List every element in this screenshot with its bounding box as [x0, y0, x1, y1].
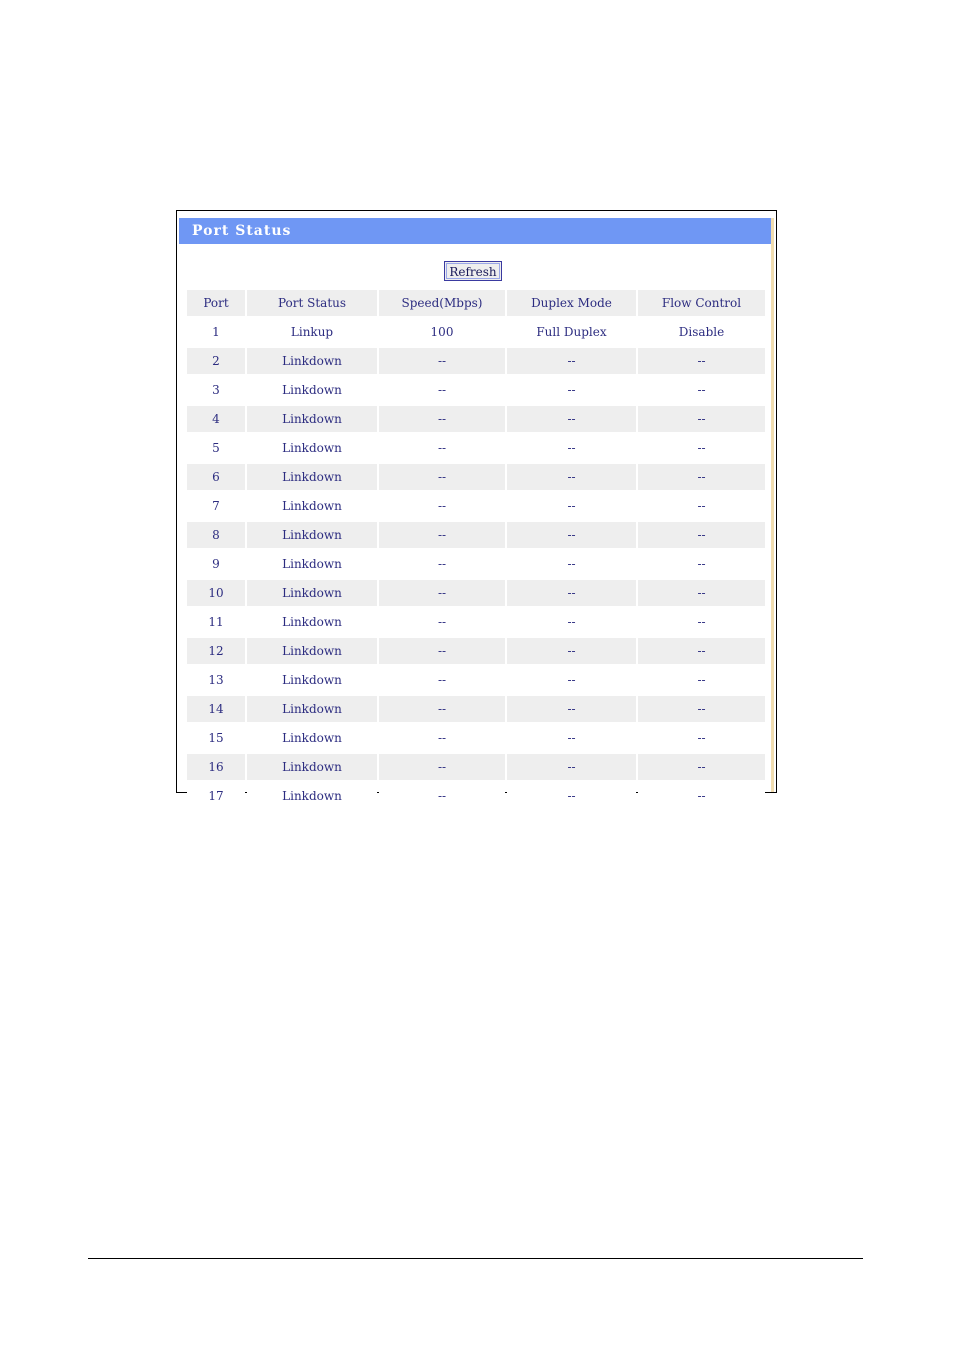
table-row: [187, 667, 765, 693]
cell-port: 10: [187, 580, 245, 606]
table-row: [187, 725, 765, 751]
cell-duplex-mode: --: [507, 348, 636, 374]
cell-port-status: Linkdown: [247, 580, 377, 606]
cell-port-status: Linkdown: [247, 406, 377, 432]
cell-flow-control: --: [638, 377, 765, 403]
cell-port-status: Linkdown: [247, 464, 377, 490]
cell-flow-control: --: [638, 638, 765, 664]
cell-flow-control: --: [638, 783, 765, 809]
cell-flow-control: --: [638, 667, 765, 693]
cell-port: 1: [187, 319, 245, 345]
cell-port: 8: [187, 522, 245, 548]
cell-speed: --: [379, 406, 505, 432]
header-port: Port: [187, 290, 245, 316]
cell-port-status: Linkdown: [247, 783, 377, 809]
cell-flow-control: --: [638, 348, 765, 374]
cell-speed: --: [379, 493, 505, 519]
cell-port: 9: [187, 551, 245, 577]
header-duplex-mode: Duplex Mode: [507, 290, 636, 316]
cell-duplex-mode: --: [507, 783, 636, 809]
cell-speed: 100: [379, 319, 505, 345]
cell-flow-control: Disable: [638, 319, 765, 345]
cell-port: 2: [187, 348, 245, 374]
cell-speed: --: [379, 464, 505, 490]
cell-port: 15: [187, 725, 245, 751]
table-row: [187, 551, 765, 577]
refresh-button[interactable]: Refresh: [444, 261, 501, 281]
cell-speed: --: [379, 580, 505, 606]
cell-port-status: Linkdown: [247, 435, 377, 461]
cell-flow-control: --: [638, 696, 765, 722]
cell-speed: --: [379, 667, 505, 693]
table-row: [187, 522, 765, 548]
cell-duplex-mode: --: [507, 754, 636, 780]
cell-port-status: Linkdown: [247, 493, 377, 519]
cell-port-status: Linkdown: [247, 522, 377, 548]
table-row: [187, 464, 765, 490]
cell-speed: --: [379, 638, 505, 664]
cell-port-status: Linkdown: [247, 667, 377, 693]
cell-speed: --: [379, 435, 505, 461]
table-row: [187, 493, 765, 519]
table-row: [187, 638, 765, 664]
cell-duplex-mode: --: [507, 696, 636, 722]
cell-port: 14: [187, 696, 245, 722]
table-body: [187, 319, 765, 809]
cell-duplex-mode: --: [507, 406, 636, 432]
cell-speed: --: [379, 696, 505, 722]
screenshot-frame: [176, 210, 777, 803]
cell-flow-control: --: [638, 725, 765, 751]
cell-duplex-mode: --: [507, 377, 636, 403]
cell-flow-control: --: [638, 435, 765, 461]
cell-port-status: Linkdown: [247, 696, 377, 722]
cell-port: 11: [187, 609, 245, 635]
cell-port-status: Linkdown: [247, 725, 377, 751]
cell-port: 13: [187, 667, 245, 693]
cell-duplex-mode: --: [507, 638, 636, 664]
table-row: [187, 609, 765, 635]
cell-speed: --: [379, 754, 505, 780]
table-row: [187, 783, 765, 809]
cell-port: 7: [187, 493, 245, 519]
table-row: [187, 319, 765, 345]
port-status-table: [185, 287, 767, 812]
panel-title: Port Status: [179, 218, 771, 244]
cell-duplex-mode: --: [507, 609, 636, 635]
cell-duplex-mode: --: [507, 435, 636, 461]
cell-port: 16: [187, 754, 245, 780]
cell-flow-control: --: [638, 406, 765, 432]
cell-port: 4: [187, 406, 245, 432]
cell-flow-control: --: [638, 551, 765, 577]
table-row: [187, 696, 765, 722]
cell-port-status: Linkdown: [247, 377, 377, 403]
header-flow-control: Flow Control: [638, 290, 765, 316]
cell-flow-control: --: [638, 493, 765, 519]
cell-flow-control: --: [638, 464, 765, 490]
cell-flow-control: --: [638, 580, 765, 606]
cell-duplex-mode: Full Duplex: [507, 319, 636, 345]
header-port-status: Port Status: [247, 290, 377, 316]
cell-speed: --: [379, 609, 505, 635]
cell-flow-control: --: [638, 522, 765, 548]
cell-duplex-mode: --: [507, 667, 636, 693]
table-row: [187, 348, 765, 374]
cell-speed: --: [379, 522, 505, 548]
cell-speed: --: [379, 377, 505, 403]
table-row: [187, 377, 765, 403]
cell-speed: --: [379, 725, 505, 751]
cell-speed: --: [379, 551, 505, 577]
table-row: [187, 580, 765, 606]
cell-port-status: Linkdown: [247, 348, 377, 374]
cell-port: 12: [187, 638, 245, 664]
header-speed: Speed(Mbps): [379, 290, 505, 316]
cell-port: 5: [187, 435, 245, 461]
cell-duplex-mode: --: [507, 580, 636, 606]
cell-port: 17: [187, 783, 245, 809]
cell-duplex-mode: --: [507, 725, 636, 751]
toolbar: [179, 261, 771, 281]
table-row: [187, 754, 765, 780]
cell-duplex-mode: --: [507, 522, 636, 548]
cell-port-status: Linkdown: [247, 609, 377, 635]
table-header-row: [187, 290, 765, 316]
cell-duplex-mode: --: [507, 464, 636, 490]
port-table-container: [187, 287, 767, 812]
cell-port: 3: [187, 377, 245, 403]
cell-speed: --: [379, 783, 505, 809]
cell-port-status: Linkdown: [247, 638, 377, 664]
cell-port: 6: [187, 464, 245, 490]
cell-speed: --: [379, 348, 505, 374]
cell-flow-control: --: [638, 754, 765, 780]
cell-port-status: Linkdown: [247, 754, 377, 780]
cell-duplex-mode: --: [507, 493, 636, 519]
cell-port-status: Linkup: [247, 319, 377, 345]
cell-duplex-mode: --: [507, 551, 636, 577]
cell-port-status: Linkdown: [247, 551, 377, 577]
footer-divider: [88, 1258, 863, 1259]
port-status-panel: [179, 218, 774, 803]
table-row: [187, 406, 765, 432]
table-row: [187, 435, 765, 461]
cell-flow-control: --: [638, 609, 765, 635]
